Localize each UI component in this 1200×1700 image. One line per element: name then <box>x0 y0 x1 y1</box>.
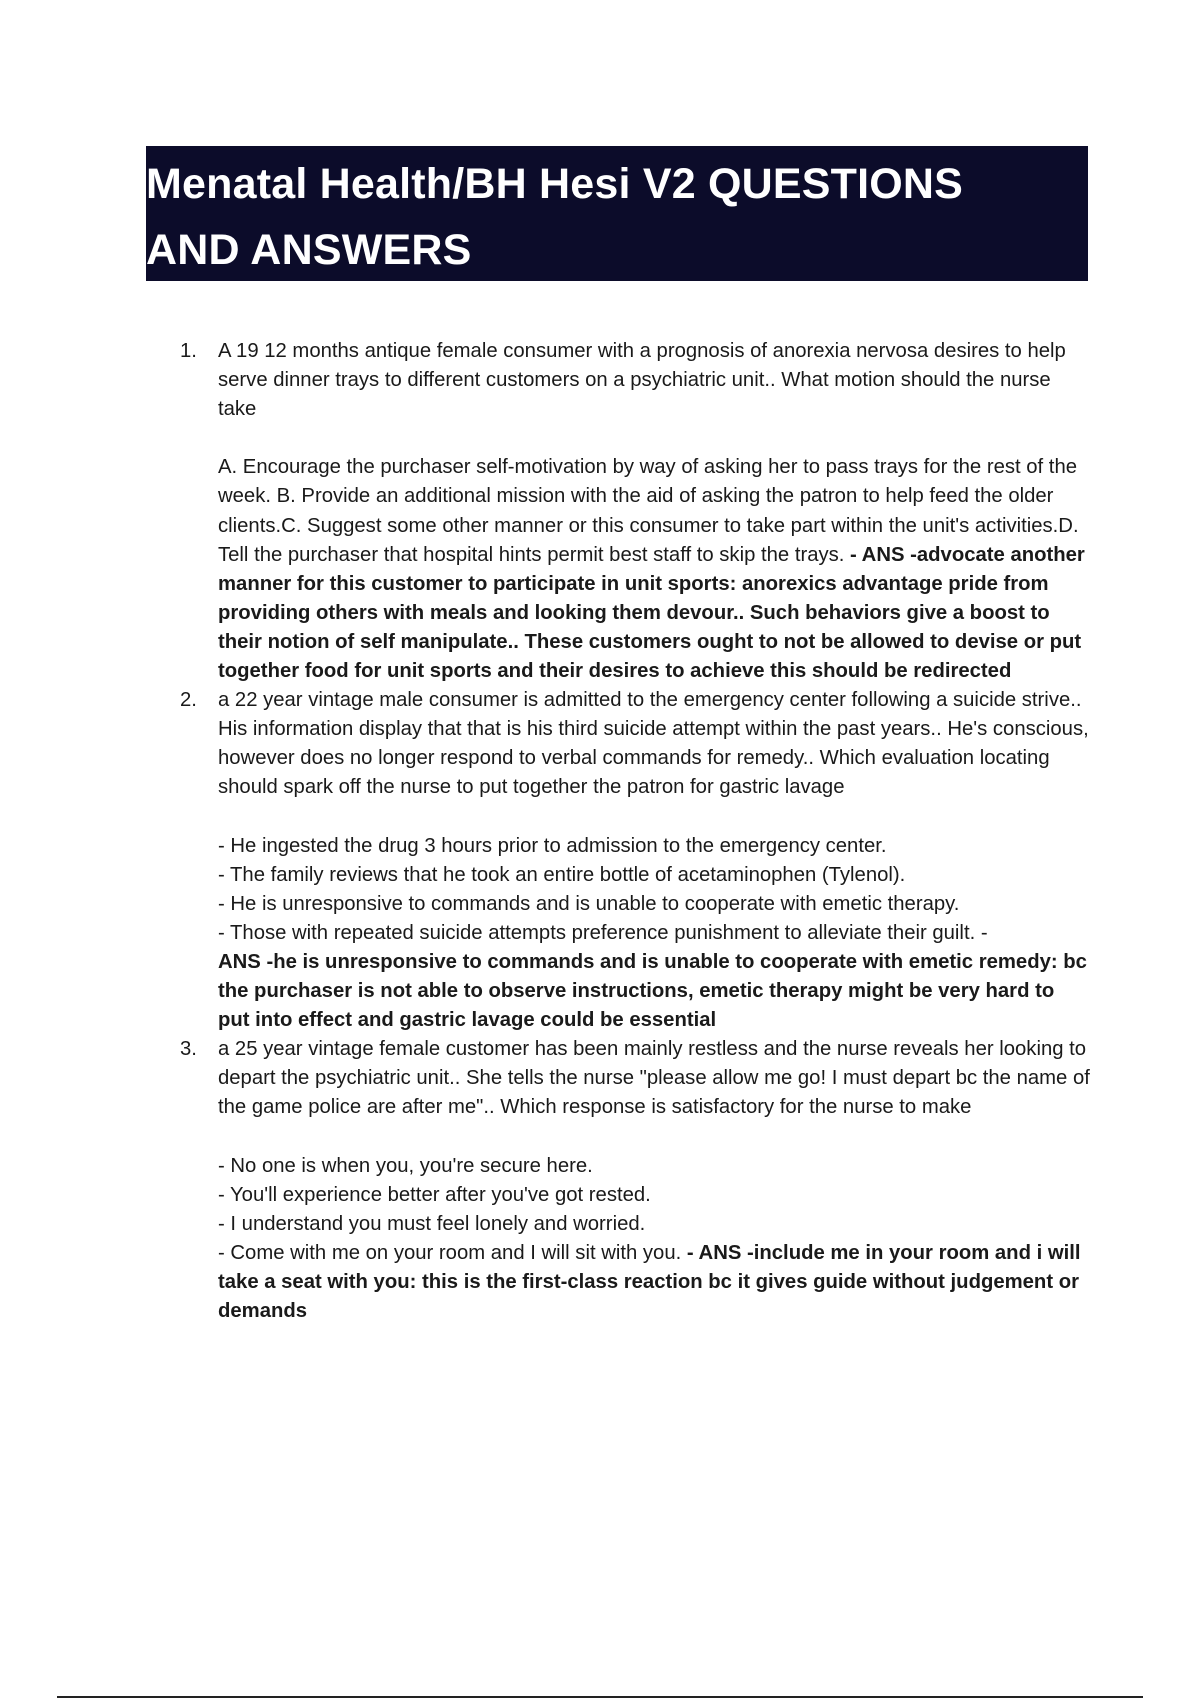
question-text: a 22 year vintage male consumer is admitted to the emergency center following a suicide strive.. His information display that that is his third suicide attempt within the past years.. He's conscious, however does no longer respond to verbal commands for remedy.. Which evaluation locating should spark off the nurse to put together the patron for gastric lavage <box>218 689 1089 799</box>
spacer <box>218 803 1090 832</box>
question-number: 2. <box>180 689 197 712</box>
answer-options <box>218 453 1090 686</box>
title-banner <box>146 146 1088 281</box>
question-item-2 <box>170 686 1090 1035</box>
question-text: A 19 12 months antique female consumer with a prognosis of anorexia nervosa desires to help serve dinner trays to different customers on a psychiatric unit.. What motion should the nurse take <box>218 340 1066 421</box>
answer-text: - ANS -advocate another manner for this customer to participate in unit sports: anorexics advantage pride from providing others with meals and looking them devour.. Such behaviors give a boost to their notion of self manipulate.. These customers ought to not be allowed to devise or put together food for unit sports and their desires to achieve this should be redirected <box>218 543 1085 683</box>
document-title: Menatal Health/BH Hesi V2 QUESTIONS AND ANSWERS <box>146 160 964 274</box>
option-line: - He is unresponsive to commands and is unable to cooperate with emetic therapy. <box>218 892 960 915</box>
question-number: 3. <box>180 1038 197 1061</box>
question-item-1 <box>170 337 1090 686</box>
spacer <box>218 1123 1090 1152</box>
answer-options <box>218 1152 1090 1327</box>
option-line: - Come with me on your room and I will sit with you. <box>218 1241 682 1264</box>
answer-text: - ANS -include me in your room and i will take a seat with you: this is the first-class reaction bc it gives guide without judgement or demands <box>218 1241 1081 1323</box>
question-number: 1. <box>180 340 197 362</box>
option-line: - Those with repeated suicide attempts preference punishment to alleviate their guilt. - <box>218 921 988 944</box>
spacer <box>218 424 1090 453</box>
page-divider <box>57 1696 1143 1698</box>
options-text: A. Encourage the purchaser self-motivation by way of asking her to pass trays for the rest of the week. B. Provide an additional mission with the aid of asking the patron to help feed the older clients.C. Suggest some other manner or this consumer to take part within the unit's activities.D. Tell the purchaser that hospital hints permit best staff to skip the trays. <box>218 456 1079 566</box>
option-line: - No one is when you, you're secure here. <box>218 1154 593 1177</box>
answer-text: ANS -he is unresponsive to commands and is unable to cooperate with emetic remedy: bc the purchaser is not able to observe instructions, emetic therapy might be very hard to put into effect and gastric lavage could be essential <box>218 950 1087 1032</box>
option-line: - I understand you must feel lonely and worried. <box>218 1212 646 1235</box>
option-line: - You'll experience better after you've got rested. <box>218 1183 651 1206</box>
question-item-3 <box>170 1035 1090 1326</box>
question-list <box>170 337 1090 1326</box>
answer-options <box>218 832 1090 1036</box>
question-text: a 25 year vintage female customer has been mainly restless and the nurse reveals her looking to depart the psychiatric unit.. She tells the nurse "please allow me go! I must depart bc the name of the game police are after me".. Which response is satisfactory for the nurse to make <box>218 1038 1090 1119</box>
option-line: - The family reviews that he took an entire bottle of acetaminophen (Tylenol). <box>218 863 906 886</box>
option-line: - He ingested the drug 3 hours prior to admission to the emergency center. <box>218 834 887 857</box>
